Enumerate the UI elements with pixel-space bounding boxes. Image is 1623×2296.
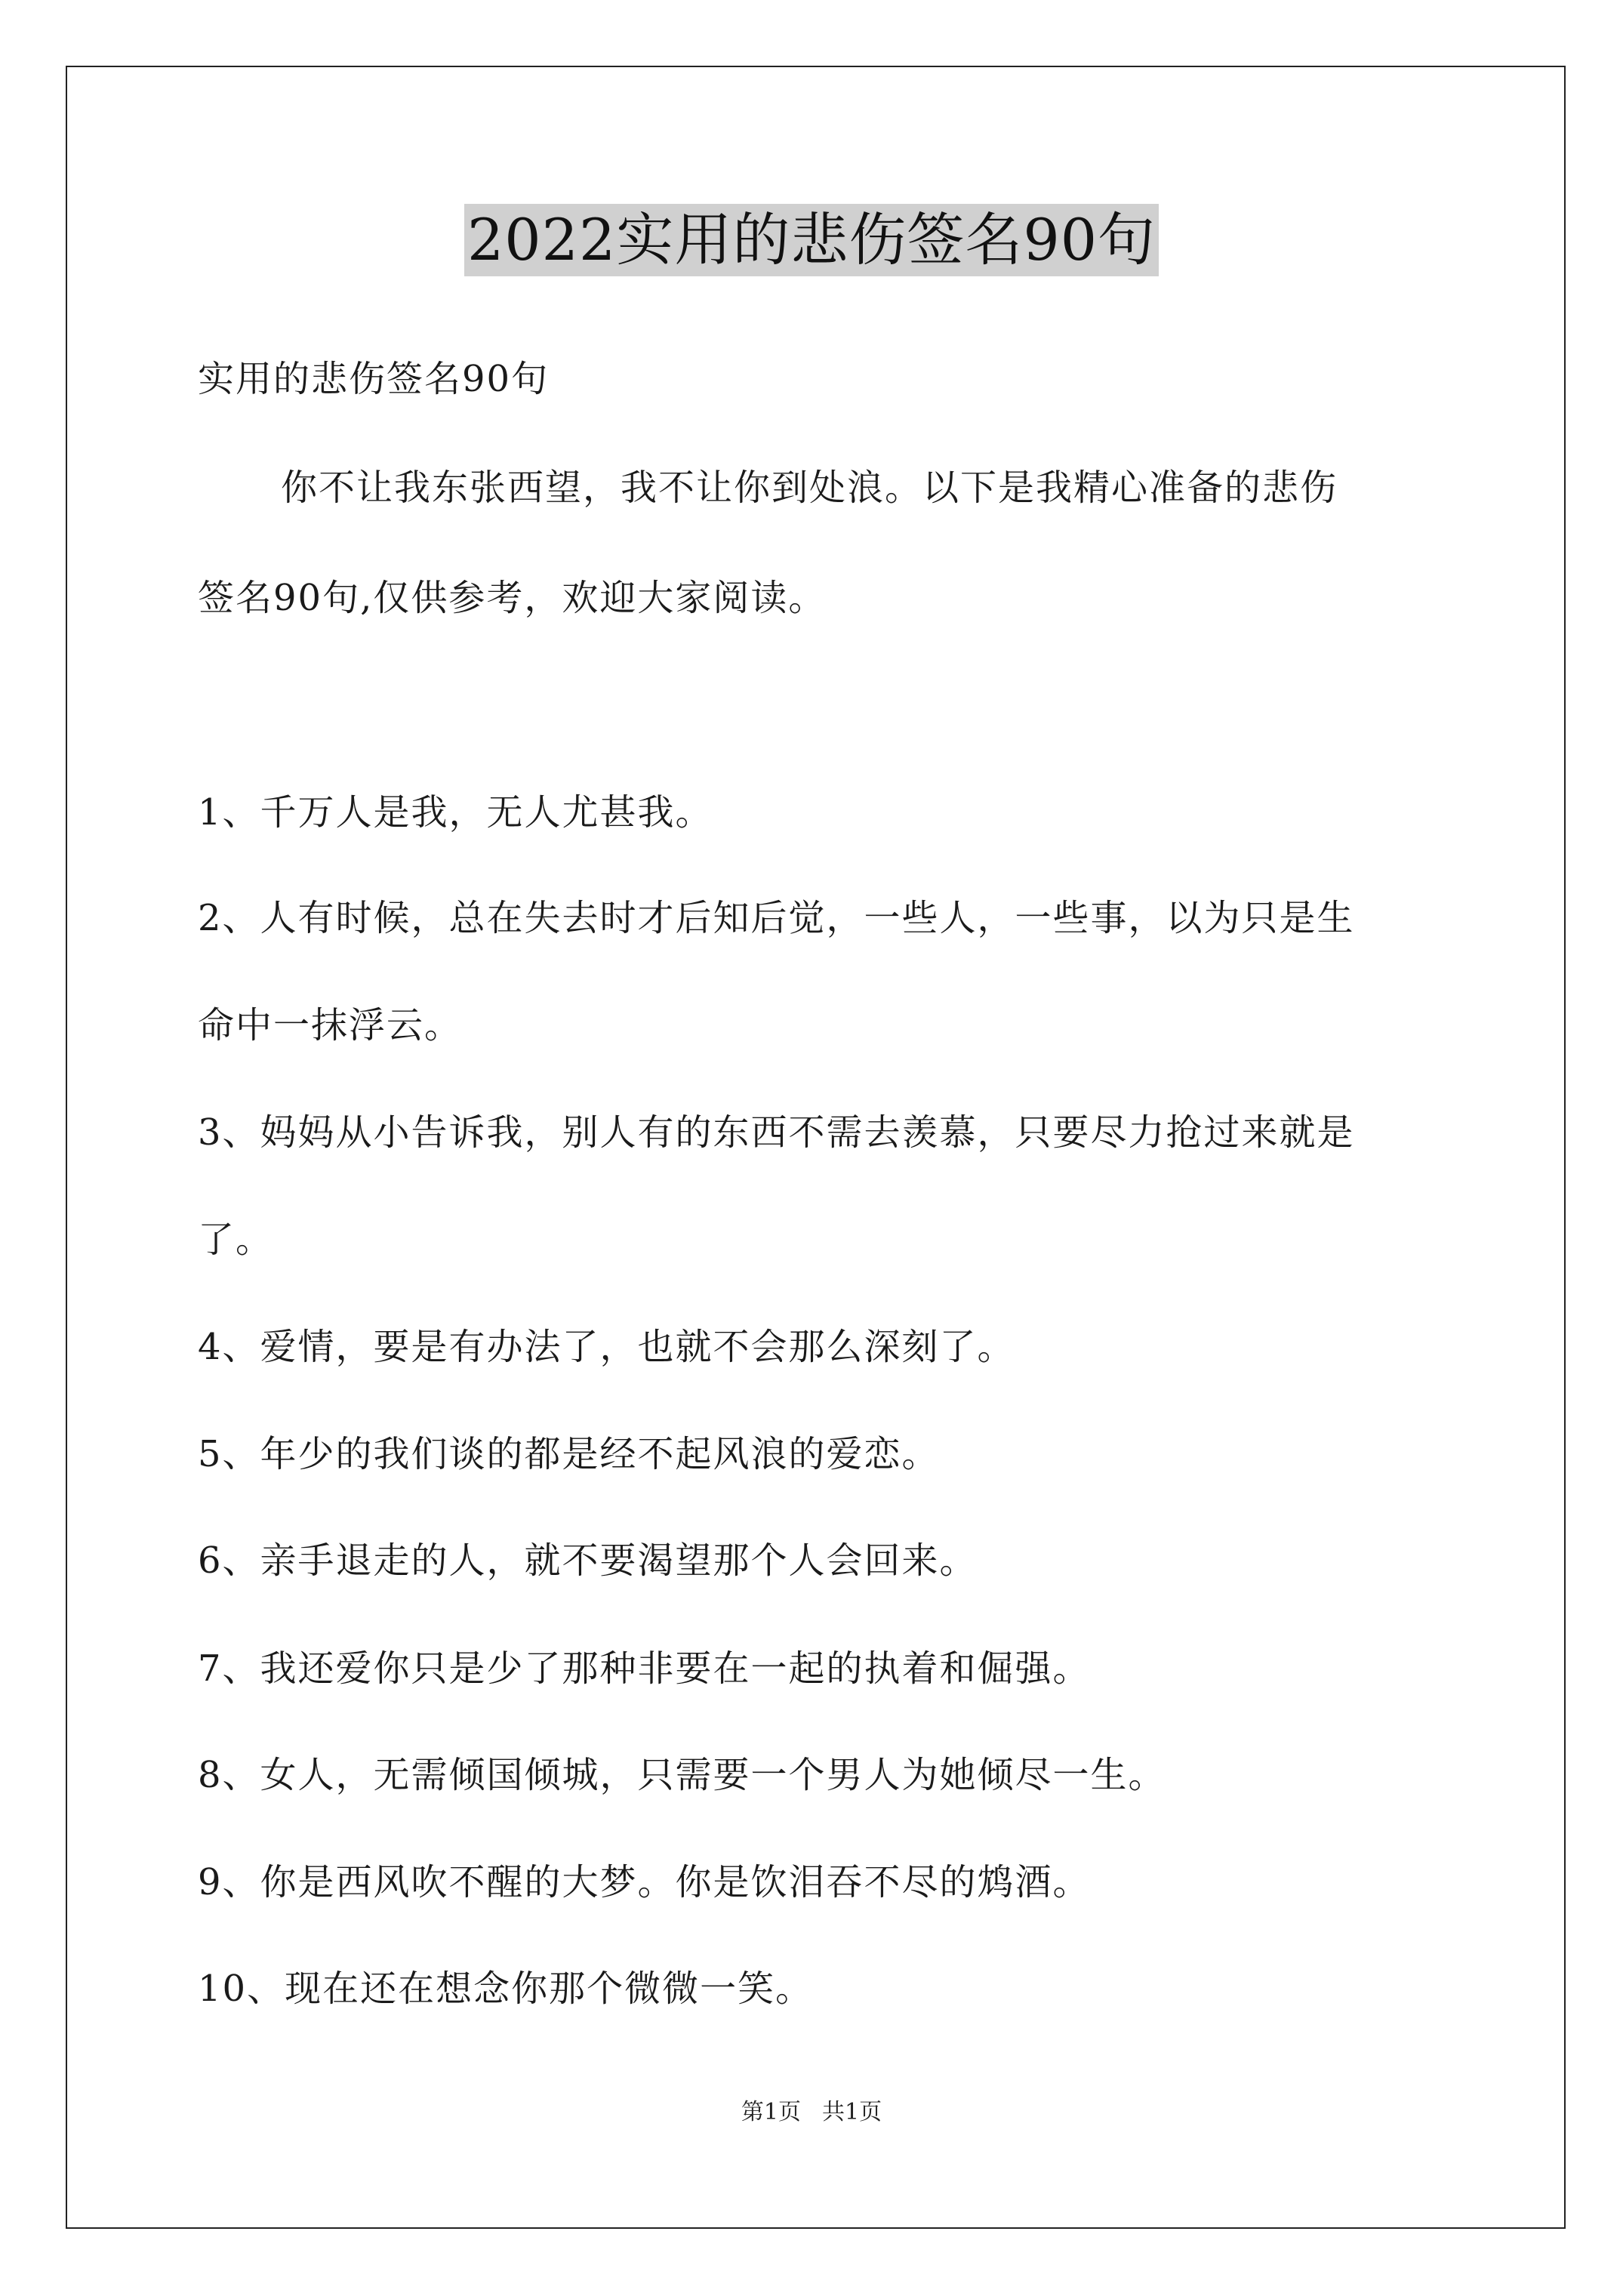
list-item-10: 10、现在还在想念你那个微微一笑。: [198, 1968, 814, 2010]
subtitle: 实用的悲伤签名90句: [198, 358, 550, 400]
list-item-3a: 3、妈妈从小告诉我，别人有的东西不需去羡慕，只要尽力抢过来就是: [198, 1111, 1355, 1154]
intro-line-1: 你不让我东张西望，我不让你到处浪。以下是我精心准备的悲伤: [281, 467, 1338, 509]
page-footer: [0, 2097, 1623, 2128]
intro-line-2: 签名90句,仅供参考，欢迎大家阅读。: [198, 577, 827, 619]
document-title: 2022实用的悲伤签名90句: [464, 204, 1159, 276]
list-item-2a: 2、人有时候，总在失去时才后知后觉，一些人，一些事，以为只是生: [198, 897, 1355, 939]
list-item-1: 1、千万人是我，无人尤甚我。: [198, 791, 713, 834]
list-item-9: 9、你是西风吹不醒的大梦。你是饮泪吞不尽的鸩酒。: [198, 1861, 1091, 1903]
list-item-7: 7、我还爱你只是少了那种非要在一起的执着和倔强。: [198, 1647, 1091, 1690]
list-item-6: 6、亲手退走的人，就不要渴望那个人会回来。: [198, 1539, 978, 1582]
title-container: [0, 204, 1623, 276]
list-item-2b: 命中一抹浮云。: [198, 1004, 463, 1046]
page-current: 第1页: [741, 2099, 801, 2125]
list-item-5: 5、年少的我们谈的都是经不起风浪的爱恋。: [198, 1433, 940, 1475]
list-item-3b: 了。: [198, 1219, 274, 1261]
list-item-4: 4、爱情，要是有办法了，也就不会那么深刻了。: [198, 1326, 1015, 1368]
page-total: 共1页: [822, 2099, 882, 2125]
list-item-8: 8、女人，无需倾国倾城，只需要一个男人为她倾尽一生。: [198, 1754, 1166, 1796]
